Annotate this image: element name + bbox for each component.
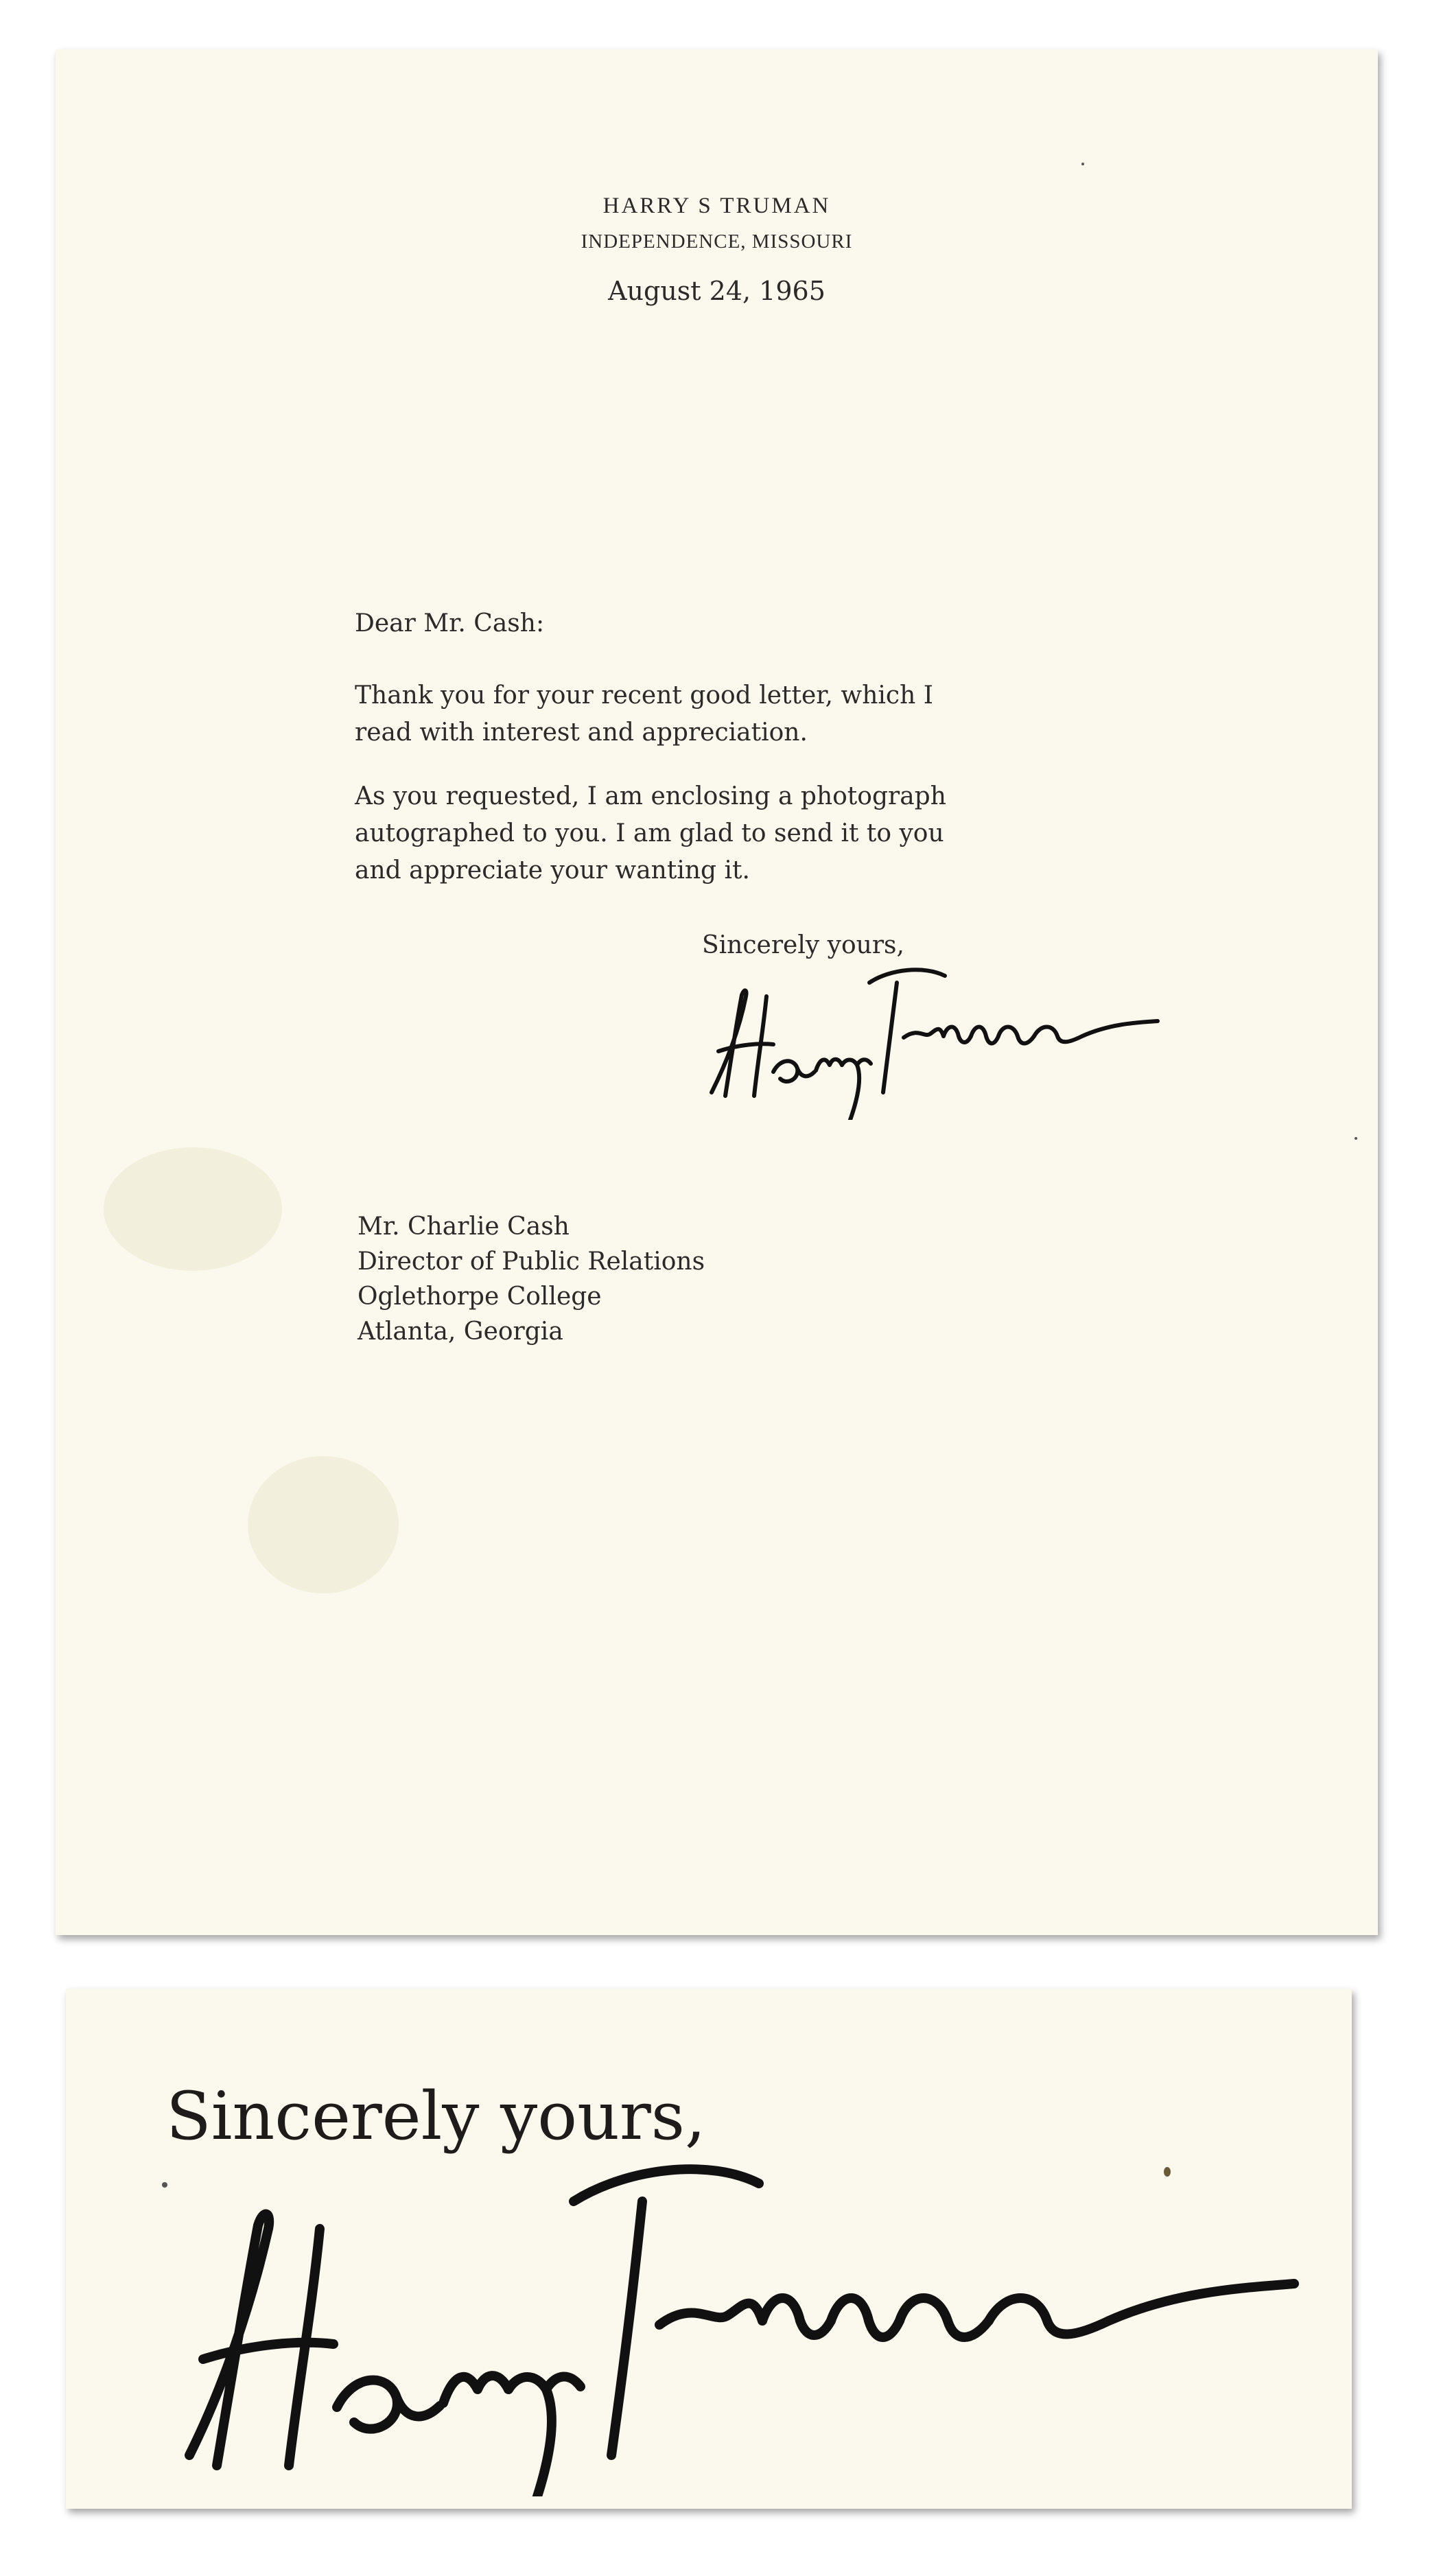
letterhead-location: INDEPENDENCE, MISSOURI: [581, 231, 853, 253]
detail-closing: Sincerely yours,: [166, 2078, 706, 2155]
body-paragraph: [355, 778, 946, 889]
body-paragraph: [355, 677, 933, 751]
paper-stain: [104, 1147, 282, 1271]
recipient-city: Atlanta, Georgia: [358, 1318, 563, 1346]
letter-date: August 24, 1965: [608, 276, 825, 306]
letter-page: [56, 49, 1378, 1935]
body-line: autographed to you. I am glad to send it to you: [355, 819, 944, 847]
recipient-name: Mr. Charlie Cash: [358, 1213, 570, 1241]
body-line: and appreciate your wanting it.: [355, 856, 750, 885]
letterhead-name: HARRY S TRUMAN: [602, 194, 831, 218]
recipient-address: [358, 1209, 705, 1349]
closing: Sincerely yours,: [702, 931, 904, 959]
body-line: As you requested, I am enclosing a photograph: [355, 782, 946, 810]
body-line: Thank you for your recent good letter, which I: [355, 681, 933, 710]
recipient-title: Director of Public Relations: [358, 1248, 705, 1276]
detail-signature-image: [148, 2126, 1315, 2496]
salutation: Dear Mr. Cash:: [355, 609, 545, 637]
recipient-organization: Oglethorpe College: [358, 1283, 602, 1311]
signature-detail-panel: [66, 1989, 1352, 2509]
paper-speck: [1355, 1137, 1357, 1140]
body-line: read with interest and appreciation.: [355, 718, 808, 747]
signature-image: [698, 955, 1164, 1120]
paper-speck: [1081, 163, 1084, 165]
paper-stain: [248, 1456, 399, 1593]
